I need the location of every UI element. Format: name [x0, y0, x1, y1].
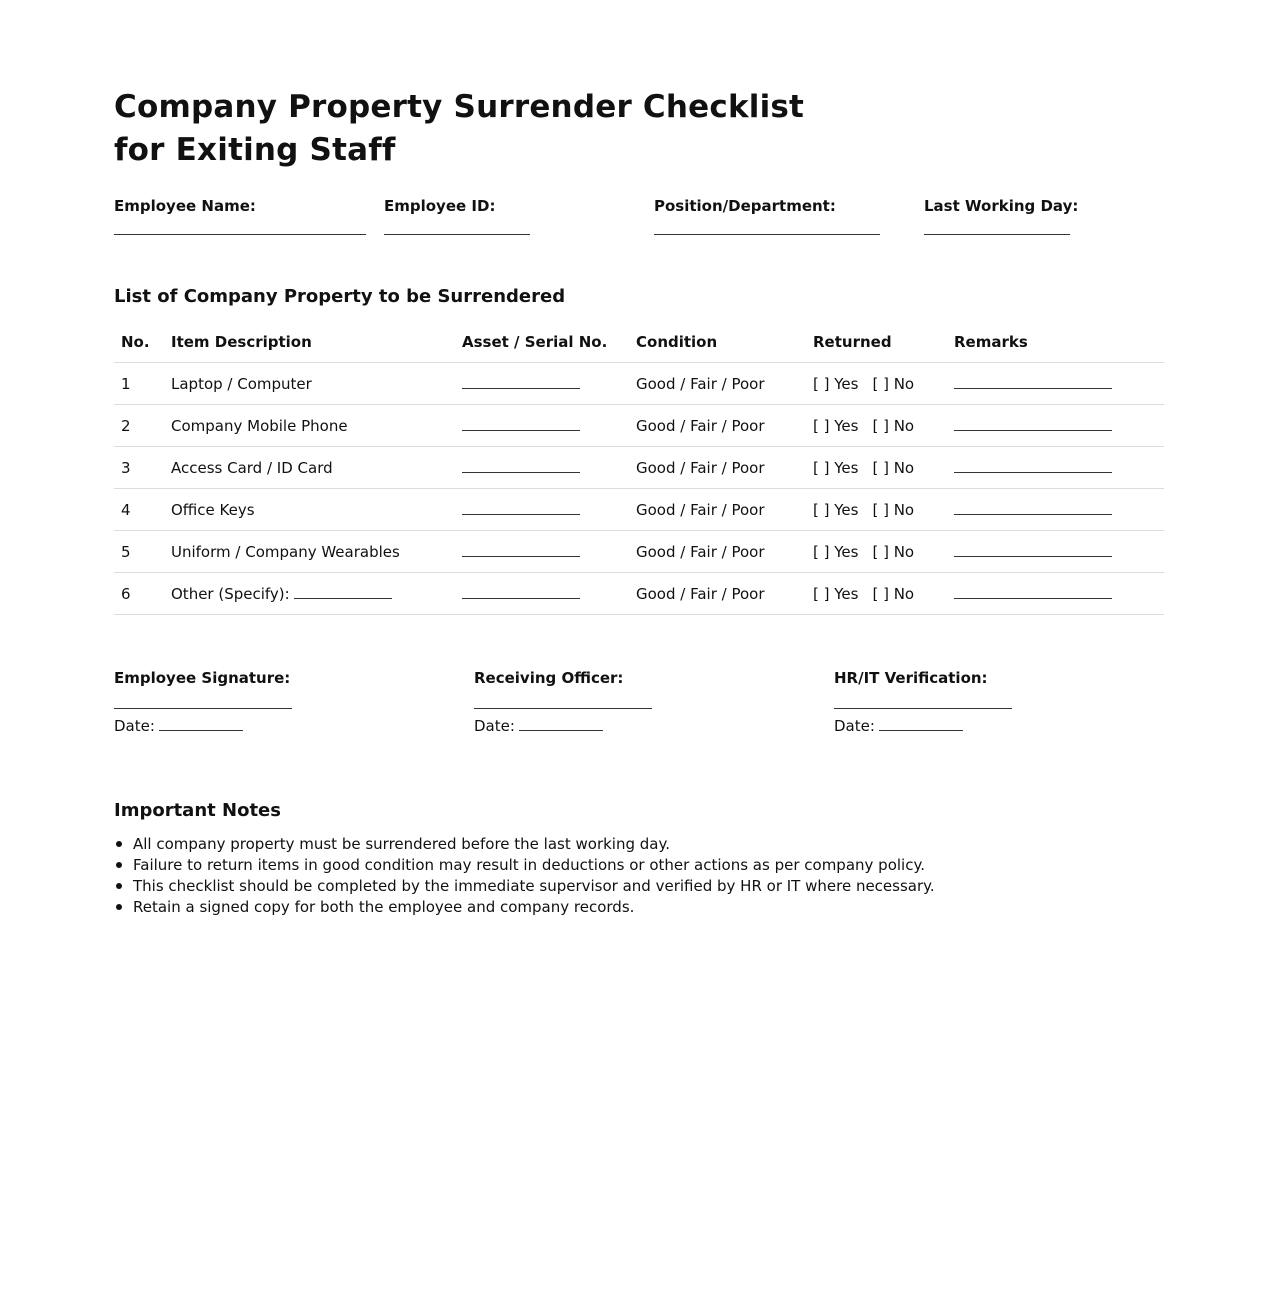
- serial-blank-line[interactable]: [462, 416, 580, 431]
- returned-cell: [806, 573, 947, 615]
- note-text: All company property must be surrendered before the last working day.: [133, 835, 670, 853]
- table-row: [114, 531, 1164, 573]
- last-working-day-label: Last Working Day:: [924, 197, 1079, 215]
- remarks-cell: [947, 405, 1164, 447]
- col-header-remarks: Remarks: [947, 322, 1164, 363]
- returned-cell: [806, 489, 947, 531]
- bullet-icon: [116, 841, 122, 847]
- notes-title: Important Notes: [114, 800, 281, 821]
- condition-options: Good / Fair / Poor: [629, 573, 806, 615]
- table-row: [114, 363, 1164, 405]
- returned-yes-checkbox[interactable]: [ ] Yes: [813, 542, 859, 561]
- condition-options: Good / Fair / Poor: [629, 447, 806, 489]
- receiving-officer-date: [474, 716, 652, 736]
- serial-cell: [455, 447, 629, 489]
- bullet-icon: [116, 862, 122, 868]
- returned-cell: [806, 363, 947, 405]
- returned-no-checkbox[interactable]: [ ] No: [872, 542, 915, 561]
- item-description: Company Mobile Phone: [164, 405, 455, 447]
- row-number: 1: [114, 363, 164, 405]
- position-department-line: [654, 234, 880, 235]
- row-number: 3: [114, 447, 164, 489]
- serial-cell: [455, 363, 629, 405]
- employee-name-label: Employee Name:: [114, 197, 256, 215]
- returned-yes-checkbox[interactable]: [ ] Yes: [813, 500, 859, 519]
- notes-list: [114, 834, 935, 918]
- returned-yes-checkbox[interactable]: [ ] Yes: [813, 416, 859, 435]
- serial-blank-line[interactable]: [462, 542, 580, 557]
- returned-no-checkbox[interactable]: [ ] No: [872, 374, 915, 393]
- specify-blank-line[interactable]: [294, 584, 392, 599]
- condition-options: Good / Fair / Poor: [629, 531, 806, 573]
- row-number: 4: [114, 489, 164, 531]
- remarks-blank-line[interactable]: [954, 374, 1112, 389]
- row-number: 6: [114, 573, 164, 615]
- remarks-blank-line[interactable]: [954, 542, 1112, 557]
- col-header-condition: Condition: [629, 322, 806, 363]
- remarks-cell: [947, 531, 1164, 573]
- item-description-cell: [164, 573, 455, 615]
- table-row: [114, 405, 1164, 447]
- col-header-serial: Asset / Serial No.: [455, 322, 629, 363]
- title-line-2: for Exiting Staff: [114, 132, 396, 168]
- returned-cell: [806, 405, 947, 447]
- returned-no-checkbox[interactable]: [ ] No: [872, 416, 915, 435]
- employee-name-line: [114, 234, 366, 235]
- title-line-1: Company Property Surrender Checklist: [114, 89, 805, 125]
- returned-no-checkbox[interactable]: [ ] No: [872, 458, 915, 477]
- date-label: Date:: [114, 717, 155, 735]
- property-table: [114, 322, 1164, 615]
- returned-yes-checkbox[interactable]: [ ] Yes: [813, 458, 859, 477]
- row-number: 2: [114, 405, 164, 447]
- serial-cell: [455, 573, 629, 615]
- table-row: [114, 573, 1164, 615]
- row-number: 5: [114, 531, 164, 573]
- date-label: Date:: [834, 717, 875, 735]
- serial-cell: [455, 489, 629, 531]
- returned-yes-checkbox[interactable]: [ ] Yes: [813, 584, 859, 603]
- serial-cell: [455, 531, 629, 573]
- list-item: [114, 876, 935, 897]
- item-description: Other (Specify):: [171, 585, 290, 603]
- bullet-icon: [116, 904, 122, 910]
- remarks-blank-line[interactable]: [954, 500, 1112, 515]
- col-header-returned: Returned: [806, 322, 947, 363]
- hr-it-verification-label: HR/IT Verification:: [834, 669, 988, 687]
- returned-cell: [806, 447, 947, 489]
- property-section-title: List of Company Property to be Surrendered: [114, 286, 566, 307]
- remarks-blank-line[interactable]: [954, 458, 1112, 473]
- note-text: This checklist should be completed by the immediate supervisor and verified by HR or IT where necessary.: [133, 877, 935, 895]
- item-description: Laptop / Computer: [164, 363, 455, 405]
- serial-blank-line[interactable]: [462, 458, 580, 473]
- item-description: Uniform / Company Wearables: [164, 531, 455, 573]
- item-description: Access Card / ID Card: [164, 447, 455, 489]
- remarks-blank-line[interactable]: [954, 584, 1112, 599]
- employee-id-field: [384, 196, 530, 235]
- date-label: Date:: [474, 717, 515, 735]
- remarks-cell: [947, 447, 1164, 489]
- returned-cell: [806, 531, 947, 573]
- receiving-officer-block: [474, 668, 652, 736]
- position-department-label: Position/Department:: [654, 197, 836, 215]
- table-header-row: [114, 322, 1164, 363]
- serial-blank-line[interactable]: [462, 374, 580, 389]
- remarks-cell: [947, 363, 1164, 405]
- hr-it-verification-line[interactable]: [834, 708, 1012, 709]
- remarks-cell: [947, 489, 1164, 531]
- returned-yes-checkbox[interactable]: [ ] Yes: [813, 374, 859, 393]
- col-header-no: No.: [114, 322, 164, 363]
- serial-cell: [455, 405, 629, 447]
- returned-no-checkbox[interactable]: [ ] No: [872, 584, 915, 603]
- list-item: [114, 897, 935, 918]
- date-blank-line[interactable]: [519, 716, 603, 731]
- col-header-item: Item Description: [164, 322, 455, 363]
- last-working-day-field: [924, 196, 1078, 235]
- date-blank-line[interactable]: [159, 716, 243, 731]
- table-row: [114, 489, 1164, 531]
- page-title: [114, 86, 834, 172]
- receiving-officer-label: Receiving Officer:: [474, 669, 624, 687]
- hr-it-verification-date: [834, 716, 1012, 736]
- note-text: Retain a signed copy for both the employee and company records.: [133, 898, 635, 916]
- bullet-icon: [116, 883, 122, 889]
- condition-options: Good / Fair / Poor: [629, 405, 806, 447]
- remarks-cell: [947, 573, 1164, 615]
- employee-id-line: [384, 234, 530, 235]
- employee-id-label: Employee ID:: [384, 197, 496, 215]
- table-row: [114, 447, 1164, 489]
- employee-signature-label: Employee Signature:: [114, 669, 291, 687]
- list-item: [114, 855, 935, 876]
- note-text: Failure to return items in good condition may result in deductions or other actions as per company policy.: [133, 856, 925, 874]
- receiving-officer-line[interactable]: [474, 708, 652, 709]
- condition-options: Good / Fair / Poor: [629, 363, 806, 405]
- returned-no-checkbox[interactable]: [ ] No: [872, 500, 915, 519]
- serial-blank-line[interactable]: [462, 584, 580, 599]
- list-item: [114, 834, 935, 855]
- item-description: Office Keys: [164, 489, 455, 531]
- condition-options: Good / Fair / Poor: [629, 489, 806, 531]
- serial-blank-line[interactable]: [462, 500, 580, 515]
- last-working-day-line: [924, 234, 1070, 235]
- hr-it-verification-block: [834, 668, 1012, 736]
- employee-signature-block: [114, 668, 292, 736]
- employee-signature-date: [114, 716, 292, 736]
- date-blank-line[interactable]: [879, 716, 963, 731]
- position-department-field: [654, 196, 880, 235]
- remarks-blank-line[interactable]: [954, 416, 1112, 431]
- employee-name-field: [114, 196, 366, 235]
- employee-signature-line[interactable]: [114, 708, 292, 709]
